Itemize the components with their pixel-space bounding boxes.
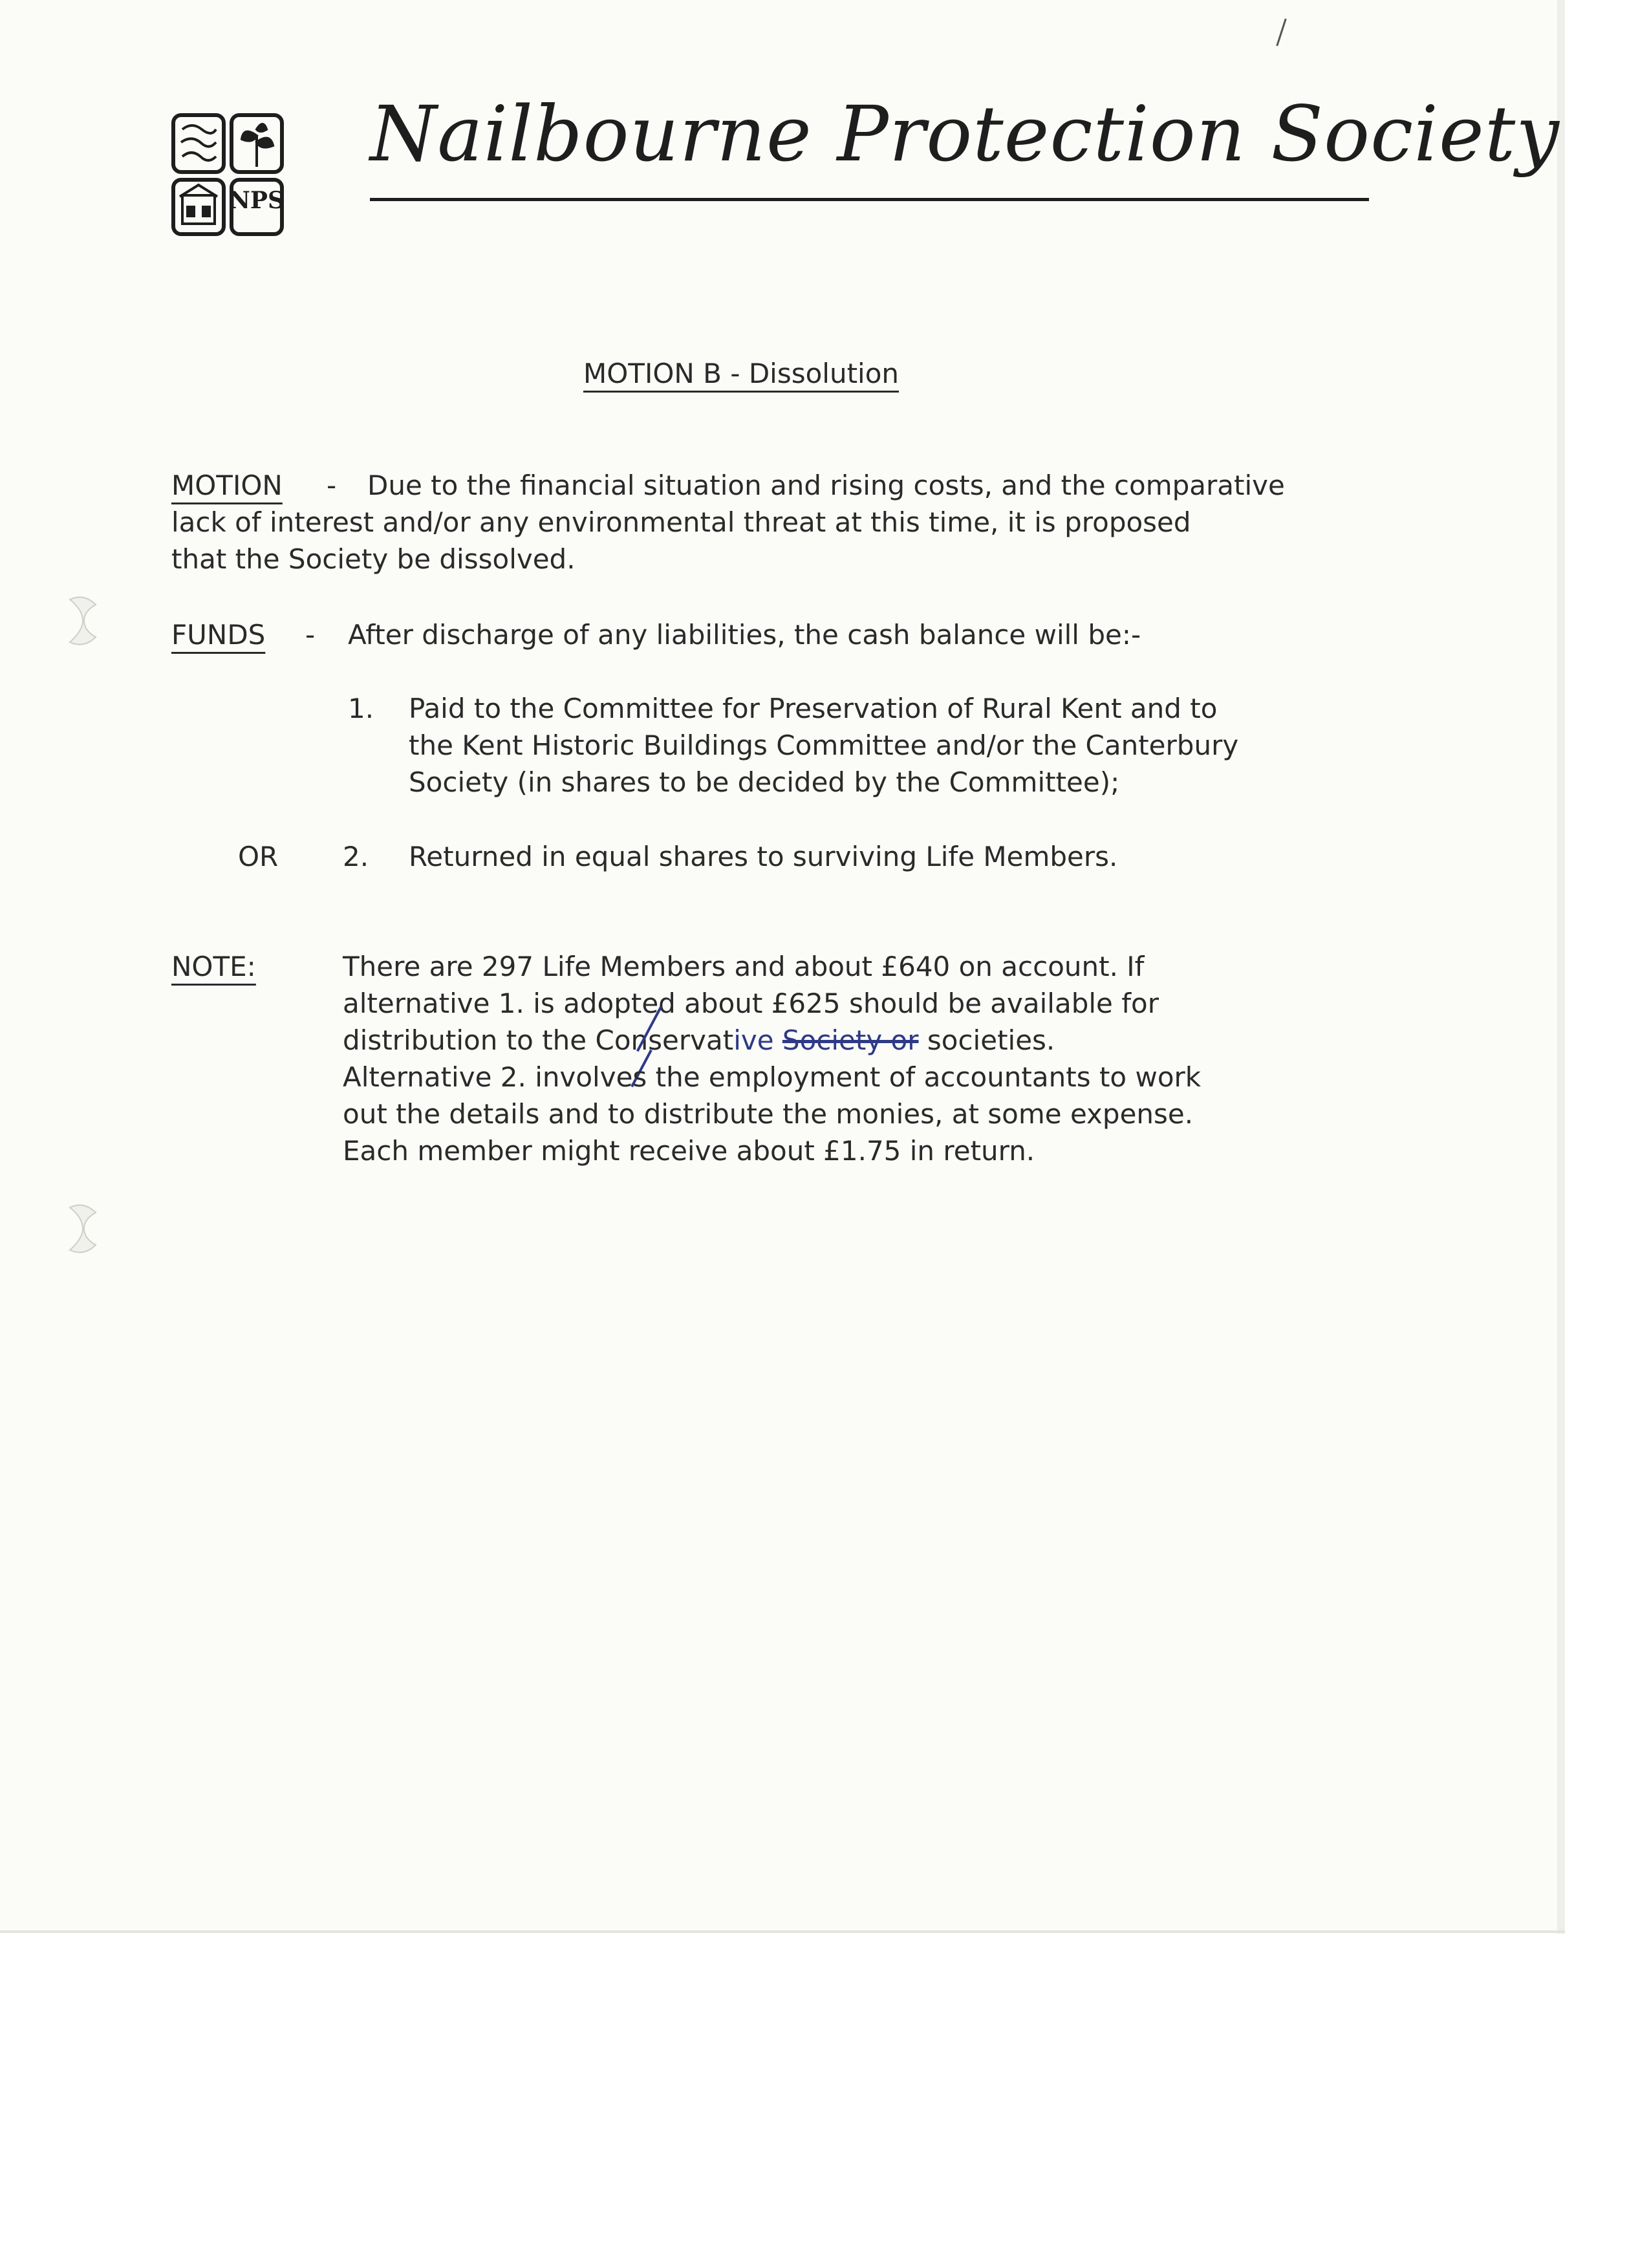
- option-number: 2.: [343, 841, 369, 872]
- paper-edge: [0, 1930, 1565, 1933]
- society-logo-icon: [169, 110, 286, 239]
- organization-name: Nailbourne Protection Society: [370, 89, 1560, 178]
- paper-edge: [1557, 0, 1565, 1934]
- note-label: NOTE:: [171, 951, 256, 982]
- note-text-line: Each member might receive about £1.75 in return.: [343, 1135, 1035, 1167]
- note-text-line: out the details and to distribute the monies, at some expense.: [343, 1098, 1194, 1130]
- motion-text-line: lack of interest and/or any environmental threat at this time, it is proposed: [171, 506, 1191, 538]
- note-text-segment: societies.: [927, 1024, 1055, 1056]
- note-text-line: Alternative 2. involves the employment of accountants to work: [343, 1061, 1202, 1093]
- note-text-segment: distribution to the Conservat: [343, 1024, 734, 1056]
- motion-separator: -: [327, 470, 337, 501]
- note-text-line: There are 297 Life Members and about £640 on account. If: [343, 951, 1145, 982]
- option-text-line: Paid to the Committee for Preservation of Rural Kent and to: [409, 693, 1218, 724]
- punch-hole-icon: [65, 1200, 98, 1277]
- or-label: OR: [238, 841, 279, 872]
- title-underline: [370, 198, 1369, 201]
- motion-text-line: Due to the financial situation and rising costs, and the comparative: [367, 470, 1285, 501]
- option-number: 1.: [348, 693, 374, 724]
- struck-out-text: Society or: [782, 1024, 919, 1056]
- funds-separator: -: [305, 619, 316, 651]
- logo-monogram: NPS: [229, 187, 285, 214]
- document-heading: MOTION B - Dissolution: [583, 358, 900, 389]
- note-text-line: alternative 1. is adopted about £625 should be available for: [343, 988, 1159, 1019]
- note-text-line: [343, 1022, 1055, 1059]
- funds-label: FUNDS: [171, 619, 266, 651]
- punch-hole-icon: [65, 592, 98, 669]
- funds-intro: After discharge of any liabilities, the cash balance will be:-: [348, 619, 1141, 651]
- option-text-line: Returned in equal shares to surviving Life Members.: [409, 841, 1118, 872]
- handwritten-correction: ive: [733, 1024, 774, 1056]
- option-text-line: the Kent Historic Buildings Committee and/or the Canterbury: [409, 729, 1239, 761]
- option-text-line: Society (in shares to be decided by the Committee);: [409, 766, 1120, 798]
- motion-text-line: that the Society be dissolved.: [171, 543, 576, 575]
- motion-label: MOTION: [171, 470, 283, 501]
